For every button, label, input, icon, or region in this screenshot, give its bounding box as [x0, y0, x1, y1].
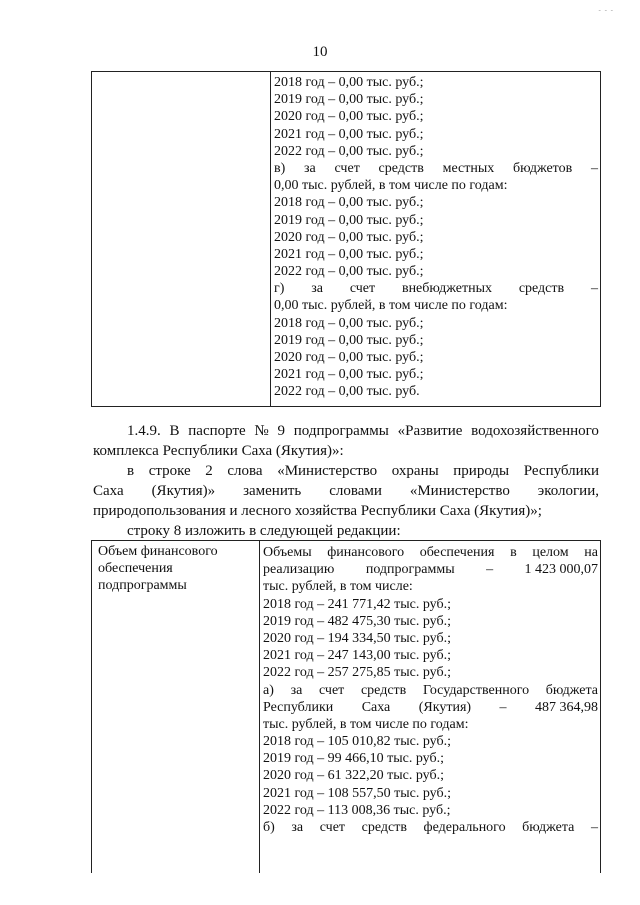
- word: в: [127, 463, 135, 479]
- table-line: 2020 год – 0,00 тыс. руб.;: [274, 229, 424, 245]
- table-left-cell: [92, 541, 260, 873]
- table-line: 2018 год – 0,00 тыс. руб.;: [274, 75, 424, 90]
- table-line: 2021 год – 0,00 тыс. руб.;: [274, 126, 424, 142]
- word: бюджетов: [512, 160, 573, 176]
- funding-table-new: [91, 540, 601, 873]
- word: Саха: [93, 483, 124, 499]
- table-line: 2020 год – 61 322,20 тыс. руб.;: [263, 768, 444, 784]
- word: заменить: [243, 483, 302, 499]
- table-line: 2018 год – 0,00 тыс. руб.;: [274, 195, 424, 211]
- table-line: тыс. рублей, в том числе:: [263, 579, 413, 595]
- paragraph-line: строку 8 изложить в следующей редакции:: [127, 523, 401, 539]
- table-line: 2019 год – 0,00 тыс. руб.;: [274, 212, 424, 228]
- word: –: [590, 281, 598, 297]
- paragraph-line: [93, 421, 599, 441]
- word: Государственного: [422, 682, 530, 698]
- word: реализацию: [263, 562, 335, 578]
- word: «Министерство: [409, 483, 510, 499]
- table-left-cell: [92, 72, 271, 406]
- word: б): [263, 820, 275, 835]
- word: охраны: [391, 463, 439, 479]
- table-line: 2021 год – 0,00 тыс. руб.;: [274, 246, 424, 262]
- word: средств: [378, 160, 424, 176]
- word: –: [486, 562, 494, 578]
- paragraph-line: [93, 461, 599, 481]
- word: –: [590, 160, 598, 176]
- word: за: [290, 682, 303, 698]
- paragraph-line: комплекса Республики Саха (Якутия)»:: [93, 443, 344, 459]
- word: обеспечения: [419, 545, 495, 560]
- word: Саха: [361, 699, 391, 715]
- word: паспорте: [188, 423, 246, 439]
- word: 9: [277, 423, 285, 439]
- table-line: 2019 год – 482 475,30 тыс. руб.;: [263, 613, 451, 629]
- table-line: [260, 561, 600, 578]
- word: –: [499, 699, 507, 715]
- word: 487 364,98: [534, 699, 598, 715]
- word: бюджета: [522, 820, 575, 835]
- word: средств: [360, 682, 407, 698]
- word: на: [584, 545, 598, 560]
- table-line: 2020 год – 0,00 тыс. руб.;: [274, 109, 424, 125]
- corner-mark: - - -: [598, 6, 614, 14]
- word: внебюджетных: [401, 281, 492, 297]
- funding-table-continued: [91, 71, 601, 407]
- table-line: 2022 год – 257 275,85 тыс. руб.;: [263, 665, 451, 681]
- table-line: 2020 год – 194 334,50 тыс. руб.;: [263, 630, 451, 646]
- word: средств: [361, 820, 407, 835]
- table-line: 2019 год – 0,00 тыс. руб.;: [274, 332, 424, 348]
- table-line: 2021 год – 247 143,00 тыс. руб.;: [263, 648, 451, 664]
- table-line: 2019 год – 99 466,10 тыс. руб.;: [263, 751, 444, 767]
- table-line: [260, 699, 600, 716]
- table-line: [271, 160, 600, 177]
- word: «Министерство: [277, 463, 378, 479]
- word: местных: [442, 160, 495, 176]
- word: Республики: [523, 463, 599, 479]
- table-line: [260, 682, 600, 699]
- table-line: 2019 год – 0,00 тыс. руб.;: [274, 92, 424, 108]
- table-line: 0,00 тыс. рублей, в том числе по годам:: [274, 298, 508, 314]
- word: федерального: [423, 820, 506, 835]
- table-line: 2022 год – 0,00 тыс. руб.: [274, 384, 420, 400]
- word: –: [590, 820, 598, 835]
- word: водохозяйственного: [471, 423, 599, 439]
- word: строке: [148, 463, 191, 479]
- table-line: 2021 год – 108 557,50 тыс. руб.;: [263, 785, 451, 801]
- word: (Якутия)»: [151, 483, 216, 499]
- word: слова: [227, 463, 263, 479]
- word: словами: [329, 483, 382, 499]
- table-line: 2018 год – 0,00 тыс. руб.;: [274, 315, 424, 331]
- word: счет: [318, 682, 345, 698]
- word: (Якутия): [418, 699, 472, 715]
- table-line: 2018 год – 241 771,42 тыс. руб.;: [263, 596, 451, 612]
- word: 1.4.9.: [127, 423, 161, 439]
- word: счет: [334, 160, 360, 176]
- word: Объемы: [263, 545, 312, 560]
- table-line: 2022 год – 113 008,36 тыс. руб.;: [263, 802, 451, 818]
- word: №: [254, 423, 269, 439]
- table-line: 2022 год – 0,00 тыс. руб.;: [274, 143, 424, 159]
- paragraph-line: природопользования и лесного хозяйства Республики Саха (Якутия)»;: [93, 503, 542, 519]
- word: бюджета: [545, 682, 598, 698]
- amendment-text: [93, 421, 599, 541]
- word: 2: [205, 463, 213, 479]
- table-line: 2021 год – 0,00 тыс. руб.;: [274, 367, 424, 383]
- page-number: 10: [312, 44, 328, 60]
- word: 1 423 000,07: [524, 562, 598, 578]
- word: В: [169, 423, 180, 439]
- word: счет: [349, 281, 376, 297]
- table-line: 2020 год – 0,00 тыс. руб.;: [274, 350, 424, 365]
- paragraph-line: [93, 481, 599, 501]
- word: счет: [319, 820, 346, 835]
- table-right-cell: [271, 72, 600, 406]
- table-line: 2018 год – 105 010,82 тыс. руб.;: [263, 734, 451, 750]
- funding-volume-label: Объем финансового обеспечения подпрограммы: [98, 544, 218, 594]
- word: в): [274, 160, 286, 176]
- word: «Развитие: [397, 423, 463, 439]
- table-line: 2022 год – 0,00 тыс. руб.;: [274, 264, 424, 280]
- table-line: [260, 819, 600, 836]
- word: природы: [453, 463, 510, 479]
- table-line: [271, 280, 600, 297]
- table-line: [260, 544, 600, 561]
- word: в: [510, 545, 517, 560]
- word: целом: [532, 545, 569, 560]
- word: за: [304, 160, 316, 176]
- word: за: [291, 820, 304, 835]
- table-line: тыс. рублей, в том числе по годам:: [263, 716, 469, 732]
- word: финансового: [327, 545, 405, 560]
- word: г): [274, 281, 285, 297]
- word: подпрограммы: [365, 562, 455, 578]
- word: Республики: [263, 699, 334, 715]
- word: подпрограммы: [293, 423, 389, 439]
- word: экологии,: [537, 483, 599, 499]
- word: а): [263, 682, 274, 698]
- table-line: 0,00 тыс. рублей, в том числе по годам:: [274, 178, 508, 194]
- word: за: [311, 281, 323, 297]
- table-right-cell: [260, 541, 600, 873]
- word: средств: [518, 281, 565, 297]
